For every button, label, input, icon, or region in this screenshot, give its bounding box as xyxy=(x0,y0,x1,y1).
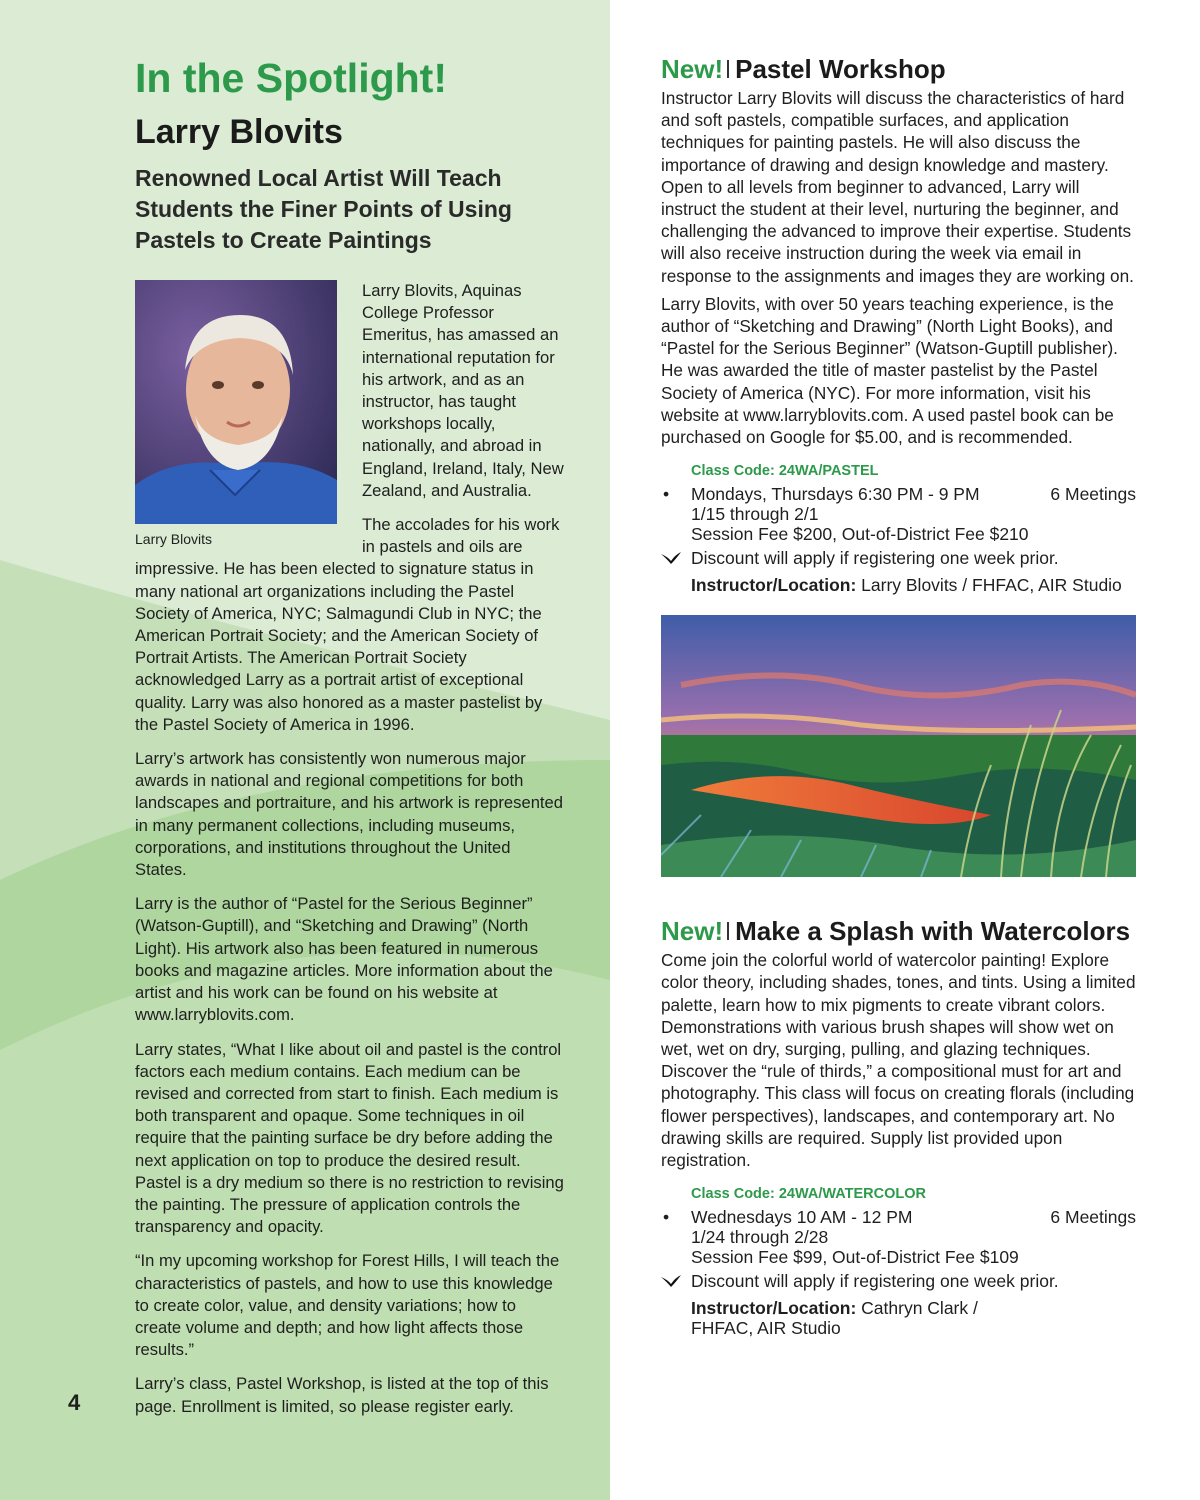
discount-line xyxy=(691,1271,1136,1291)
course-description: Larry Blovits, with over 50 years teaching experience, is the author of “Sketching and Drawing” (North Light Books), and “Pastel for the Serious Beginner” (Watson-Guptill publisher). He was awarded the title of master pastelist by the Pastel Society of America (NYC). For more information, visit his website at www.larryblovits.com. A used pastel book can be purchased on Google for $5.00, and is recommended. xyxy=(661,293,1118,448)
bio-paragraph: Larry’s class, Pastel Workshop, is listed at the top of this page. Enrollment is limited, so please register early. xyxy=(135,1374,549,1416)
date-range: 1/24 through 2/28 xyxy=(691,1227,829,1248)
bullet-icon: • xyxy=(663,484,670,505)
course-title: Pastel Workshop xyxy=(735,54,946,84)
instructor-label: Instructor/Location: xyxy=(691,1298,857,1319)
schedule-line xyxy=(663,484,1136,505)
date-range: 1/15 through 2/1 xyxy=(691,504,819,525)
pastel-landscape-painting xyxy=(661,615,1136,877)
photo-caption: Larry Blovits xyxy=(135,531,213,547)
bullet-icon: • xyxy=(663,1207,670,1228)
course-listings xyxy=(661,55,1136,1338)
new-badge: New! xyxy=(661,54,724,84)
artist-portrait-photo xyxy=(135,280,337,524)
discount-note: Discount will apply if registering one week prior. xyxy=(691,1271,1059,1292)
instructor-value: Cathryn Clark / FHFAC, AIR Studio xyxy=(691,1298,978,1339)
article-subtitle: Renowned Local Artist Will Teach Students the Finer Points of Using Pastels to Create Paintings xyxy=(135,165,512,253)
discount-note: Discount will apply if registering one week prior. xyxy=(691,548,1059,569)
schedule-line xyxy=(663,1207,1136,1228)
artist-photo-block xyxy=(135,280,340,548)
title-divider xyxy=(727,922,729,940)
watercolor-class-details xyxy=(663,1185,1136,1339)
course-description: Instructor Larry Blovits will discuss the characteristics of hard and soft pastels, compatible surfaces, and application techniques for painting pastels. He will also discuss the importance of drawing and design knowledge and mastery. Open to all levels from beginner to advanced, Larry will instruct the student at their level, nurturing the beginner, and challenging the advanced to improve their expertise. Students will also receive instruction during the week via email in response to the assignments and images they are working on. xyxy=(661,88,1134,286)
bio-paragraph: The accolades for his work in pastels and oils are impressive. He has been elected to signature status in many national art organizations including the Pastel Society of America, NYC; Salmagundi Club in NYC; the American Portrait Society; and the American Society of Portrait Artists. The American Portrait Society acknowledged Larry as a portrait artist of exceptional quality. Larry was also honored as a master pastelist by the Pastel Society of America in 1996. xyxy=(135,515,560,734)
class-code: Class Code: 24WA/PASTEL xyxy=(691,463,879,480)
artist-name: Larry Blovits xyxy=(135,113,343,151)
course-description: Come join the colorful world of watercolor painting! Explore color theory, including shades, tones, and tints. Using a limited palette, learn how to mix pigments to create vibrant colors. Demonstrations with various brush shapes will show wet on wet, wet on dry, surging, pulling, and glazing techniques. Discover the “rule of thirds,” a compositional must for art and photography. This class will focus on creating florals (including flower perspectives), landscapes, and contemporary art. No drawing skills are required. Supply list provided upon registration. xyxy=(661,950,1136,1171)
bio-paragraph: Larry states, “What I like about oil and pastel is the control factors each medium contains. Each medium can be revised and corrected from start to finish. Each medium is both transparent and opaque. Some techniques in oil require that the painting surface be dry before adding the next application on top to produce the desired result. Pastel is a dry medium so there is no restriction to revising the painting. The pressure of application controls the transparency and opacity. xyxy=(135,1039,564,1237)
title-divider xyxy=(727,60,729,78)
spotlight-article xyxy=(135,55,565,1430)
watercolor-title xyxy=(661,917,1136,945)
bio-paragraph: “In my upcoming workshop for Forest Hills, I will teach the characteristics of pastels, and how to use this knowledge to create color, value, and density variations; how to create volume and depth; and how light affects those results.” xyxy=(135,1251,560,1360)
session-fee: Session Fee $99, Out-of-District Fee $109 xyxy=(691,1247,1019,1268)
spotlight-title: In the Spotlight! xyxy=(135,55,447,101)
instructor-location xyxy=(691,575,1136,595)
session-fee: Session Fee $200, Out-of-District Fee $210 xyxy=(691,524,1029,545)
pastel-class-details xyxy=(663,462,1136,596)
instructor-value: Larry Blovits / FHFAC, AIR Studio xyxy=(861,575,1122,596)
discount-line xyxy=(691,548,1136,568)
meetings-count: 6 Meetings xyxy=(1050,1207,1136,1228)
page-number: 4 xyxy=(68,1390,81,1415)
instructor-location xyxy=(691,1298,1011,1338)
new-badge: New! xyxy=(661,916,724,947)
check-swoosh-icon xyxy=(660,551,682,565)
bio-paragraph: Larry’s artwork has consistently won numerous major awards in national and regional competitions for both landscapes and portraiture, and his artwork is represented in many permanent collections, including museums, corporations, and institutions throughout the United States. xyxy=(135,749,563,880)
meetings-count: 6 Meetings xyxy=(1050,484,1136,505)
bio-paragraph: Larry Blovits, Aquinas College Professor Emeritus, has amassed an international reputation for his artwork, and as an instructor, has taught workshops locally, nationally, and abroad in England, Ireland, Italy, New Zealand, and Australia. xyxy=(362,281,564,500)
class-code: Class Code: 24WA/WATERCOLOR xyxy=(691,1186,926,1203)
check-swoosh-icon xyxy=(660,1274,682,1288)
bio-paragraph: Larry is the author of “Pastel for the Serious Beginner” (Watson-Guptill), and “Sketching and Drawing” (North Light). His artwork also has been featured in numerous books and magazine articles. More information about the artist and his work can be found on his website at www.larryblovits.com. xyxy=(135,894,553,1025)
schedule: Mondays, Thursdays 6:30 PM - 9 PM xyxy=(691,484,980,505)
schedule: Wednesdays 10 AM - 12 PM xyxy=(691,1207,913,1228)
pastel-workshop-title xyxy=(661,55,1136,83)
instructor-label: Instructor/Location: xyxy=(691,575,857,596)
course-title: Make a Splash with Watercolors xyxy=(735,916,1131,947)
